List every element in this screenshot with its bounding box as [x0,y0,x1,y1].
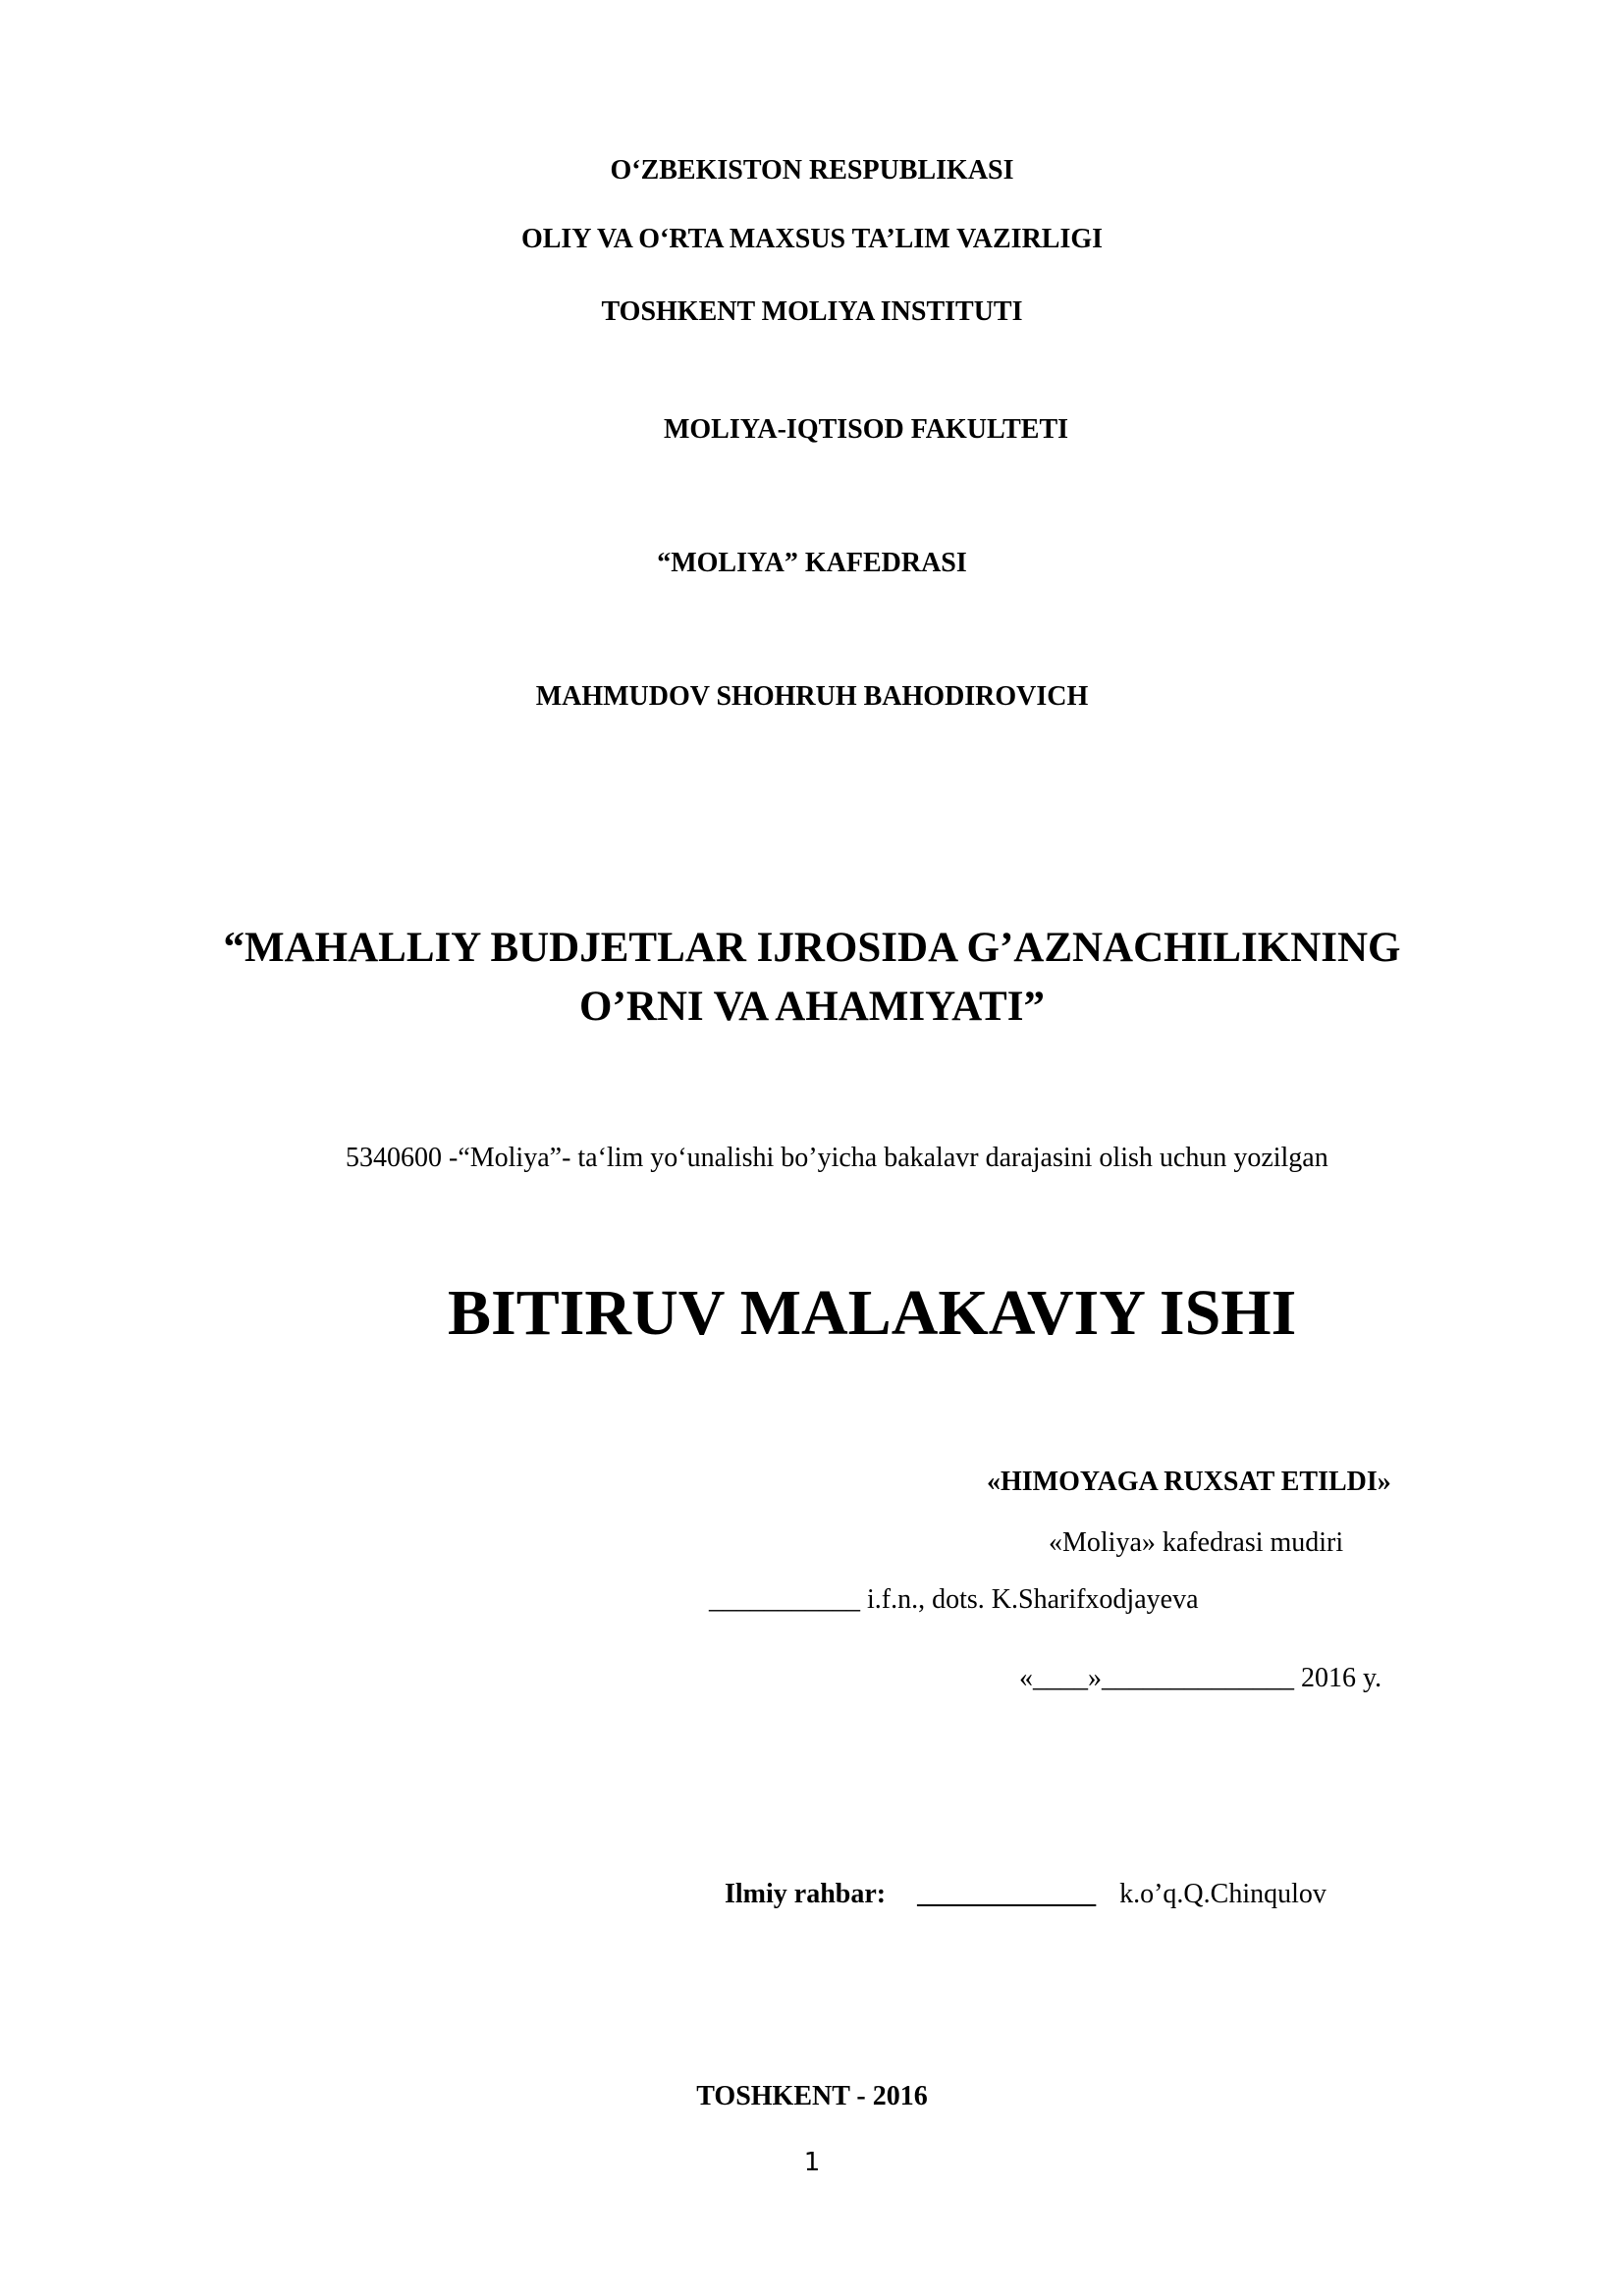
page-number: 1 [803,2148,821,2177]
institute-heading: TOSHKENT MOLIYA INSTITUTI [601,296,1023,327]
author-name: MAHMUDOV SHOHRUH BAHODIROVICH [535,681,1089,712]
supervisor-signature-blank: _____________ [917,1879,1097,1909]
approval-position: «Moliya» kafedrasi mudiri [1049,1527,1344,1558]
city-year: TOSHKENT - 2016 [696,2081,928,2111]
supervisor-line [725,1879,1326,1910]
thesis-title-line-2: O’RNI VA AHAMIYATI” [579,984,1045,1030]
approval-date-line: «____»______________ 2016 y. [1019,1663,1382,1693]
faculty-heading: MOLIYA-IQTISOD FAKULTETI [663,414,1069,445]
country-heading: O‘ZBEKISTON RESPUBLIKASI [610,155,1014,186]
degree-purpose: 5340600 -“Moliya”- ta‘lim yo‘unalishi bo’yicha bakalavr darajasini olish uchun yozilgan [346,1143,1328,1173]
approval-signature-line: ___________ i.f.n., dots. K.Sharifxodjayeva [709,1584,1199,1615]
approval-heading: «HIMOYAGA RUXSAT ETILDI» [987,1467,1391,1497]
supervisor-name: k.o’q.Q.Chinqulov [1119,1879,1326,1909]
work-type-title: BITIRUV MALAKAVIY ISHI [448,1277,1297,1349]
ministry-heading: OLIY VA O‘RTA MAXSUS TA’LIM VAZIRLIGI [520,224,1104,254]
supervisor-label: Ilmiy rahbar: [725,1879,887,1909]
thesis-title-line-1: “MAHALLIY BUDJETLAR IJROSIDA G’AZNACHILIKNING [223,925,1401,971]
department-heading: “MOLIYA” KAFEDRASI [657,548,967,578]
